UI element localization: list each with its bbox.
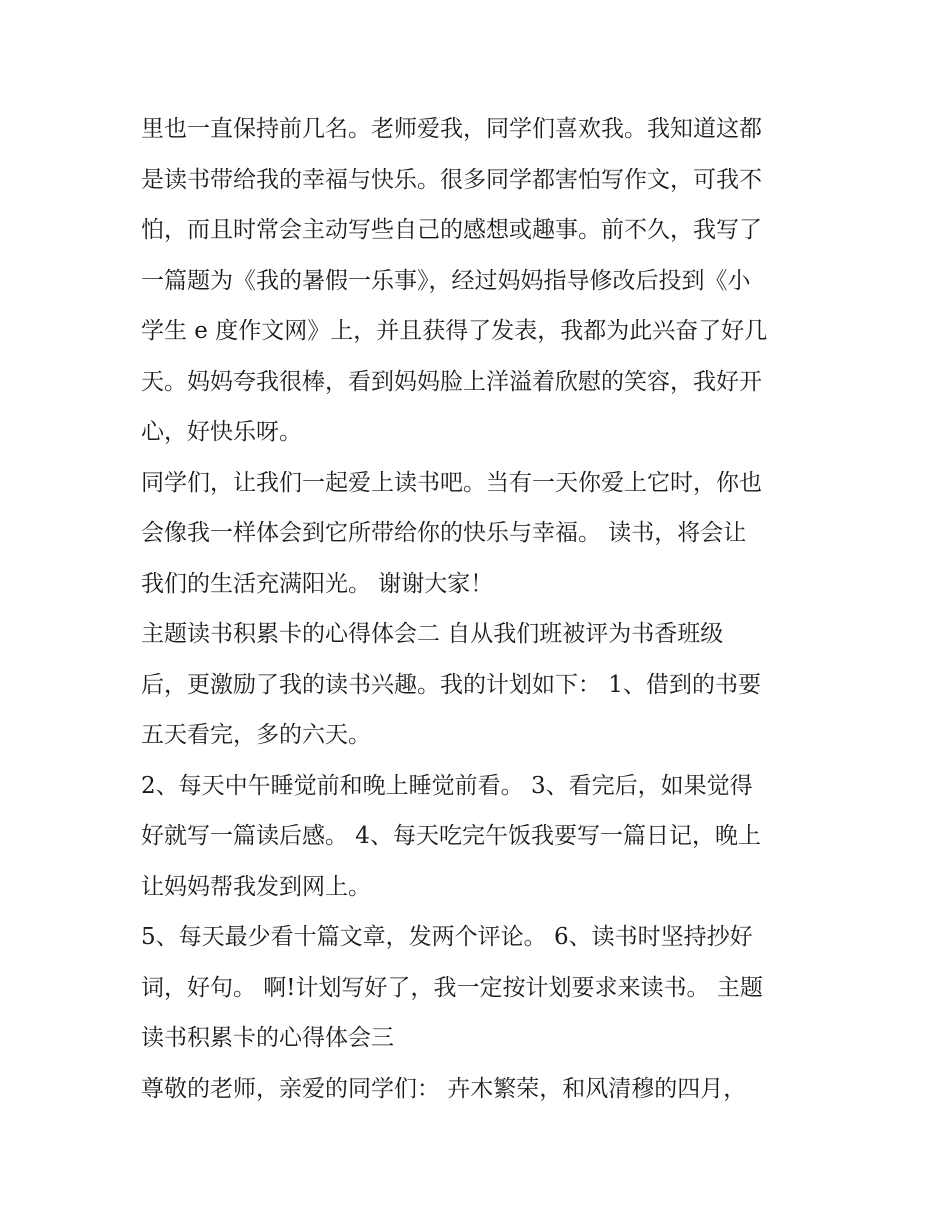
text-line: 主题读书积累卡的心得体会二 自从我们班被评为书香班级	[141, 621, 724, 647]
text-line: 一篇题为《我的暑假一乐事》，经过妈妈指导修改后投到《小	[141, 268, 751, 294]
text-line: 学生 e 度作文网》上，并且获得了发表，我都为此兴奋了好几	[141, 318, 768, 344]
text-line: 好就写一篇读后感。 4、每天吃完午饭我要写一篇日记，晚上	[141, 823, 761, 849]
text-line: 5、每天最少看十篇文章，发两个评论。 6、读书时坚持抄好	[141, 924, 753, 950]
text-line: 会像我一样体会到它所带给你的快乐与幸福。 读书，将会让	[141, 520, 747, 546]
text-line: 让妈妈帮我发到网上。	[141, 874, 371, 900]
text-line: 同学们，让我们一起爱上读书吧。当有一天你爱上它时，你也	[141, 470, 762, 496]
text-line: 里也一直保持前几名。老师爱我，同学们喜欢我。我知道这都	[141, 116, 762, 142]
text-line: 心，好快乐呀。	[141, 419, 302, 445]
text-line: 2、每天中午睡觉前和晚上睡觉前看。 3、看完后，如果觉得	[141, 773, 753, 799]
text-line: 尊敬的老师，亲爱的同学们： 卉木繁荣，和风清穆的四月，	[141, 1076, 747, 1102]
text-line: 我们的生活充满阳光。 谢谢大家！	[141, 571, 494, 597]
text-line: 词，好句。 啊!计划写好了，我一定按计划要求来读书。 主题	[141, 975, 763, 1001]
text-line: 读书积累卡的心得体会三	[141, 1025, 394, 1051]
text-line: 怕，而且时常会主动写些自己的感想或趣事。前不久，我写了	[141, 217, 762, 243]
text-line: 后，更激励了我的读书兴趣。我的计划如下： 1、借到的书要	[141, 672, 761, 698]
text-line: 是读书带给我的幸福与快乐。很多同学都害怕写作文，可我不	[141, 167, 762, 193]
text-line: 五天看完，多的六天。	[141, 722, 371, 748]
text-line: 天。妈妈夸我很棒，看到妈妈脸上洋溢着欣慰的笑容，我好开	[141, 369, 762, 395]
